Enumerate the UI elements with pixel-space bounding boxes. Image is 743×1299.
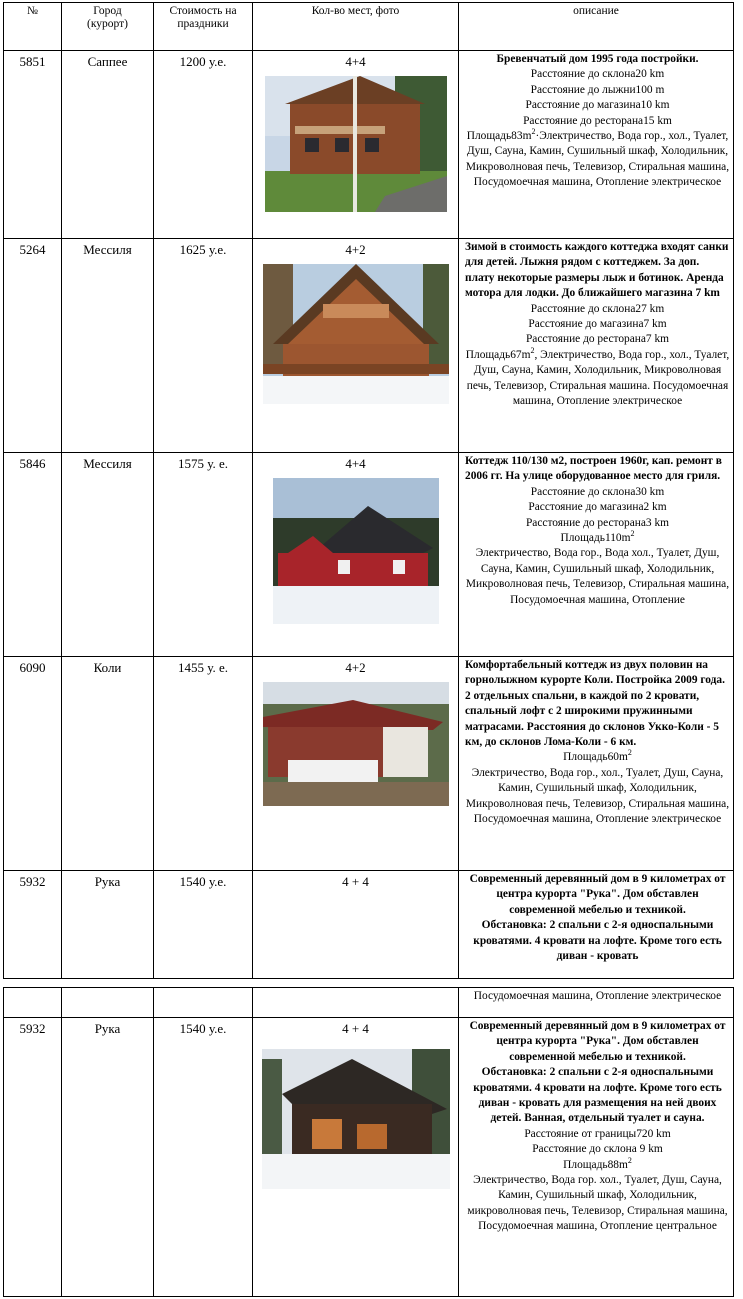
description-amenities: $Площадь67m^2$, Электричество, Вода гор., хол., Туалет, Душ, Сауна, Камин, Холодильник, Микроволновая печь, Телевизор, Стиральная машина. Посудомоечная машина, Отопление электрическое [465,346,730,408]
row-description [459,239,734,453]
row-city: Мессиля [62,239,154,453]
cottage-photo [273,478,439,624]
row-price: 1200 у.е. [154,51,253,239]
table-row [4,657,734,871]
continuation-text: Посудомоечная машина, Отопление электрическое [459,988,734,1018]
row-city: Коли [62,657,154,871]
row-places: 4+4 [345,456,366,471]
table-row [4,1018,734,1297]
description-area: $Площадь60m^2$ [563,748,632,764]
row-price: 1625 у.е. [154,239,253,453]
description-line: Расстояние до лыжни100 m [530,83,665,96]
row-number: 5264 [4,239,62,453]
description-line: Расстояние от границы720 km [524,1127,671,1140]
description-line: Расстояние до ресторана3 km [525,516,670,529]
row-description [459,657,734,871]
description-area: $Площадь88m^2$ [563,1155,632,1171]
row-city: Саппее [62,51,154,239]
empty-cell [62,988,154,1018]
header-description: описание [459,3,734,51]
description-bold: Современный деревянный дом в 9 километрах от центра курорта "Рука". Дом обставлен современной мебелью и техникой. [469,873,726,916]
row-places-photo [253,871,459,979]
cottage-photo [262,1049,450,1189]
row-description [459,51,734,239]
cottage-table-continued [3,987,734,1297]
row-places-photo [253,51,459,239]
description-line: Расстояние до магазина7 km [528,318,667,331]
header-places: Кол-во мест, фото [253,3,459,51]
row-places: 4 + 4 [342,874,369,889]
row-description [459,871,734,979]
row-places: 4+4 [345,54,366,69]
row-places-photo [253,239,459,453]
description-amenities: $Площадь83m^2\cdot Электричество$, Вода гор., хол., Туалет, Душ, Сауна, Камин, Сушильный шкаф, Холодильник, Микроволновая печь, Телевизор, Стиральная машина, Посудомоечная машина, Отопление электрическое [465,127,730,189]
empty-cell [154,988,253,1018]
cottage-photo [263,682,449,806]
description-amenities: Электричество, Вода гор., Вода хол., Туалет, Душ, Сауна, Камин, Сушильный шкаф, Холодильник, Микроволновая печь, Телевизор, Стиральная машина, Посудомоечная машина, Отопление [465,547,730,606]
description-bold: Комфортабельный коттедж из двух половин на горнолыжном курорте Коли. Постройка 2009 года. 2 отдельных спальни, в каждой по 2 кровати, спальный лофт с 2 широкими пружинными матрасами. Расстояния до склонов Укко-Коли - 5 км, до склонов Лома-Коли - 6 км. [465,659,725,749]
description-bold: Обстановка: 2 спальни с 2-я односпальными кроватями. 4 кровати на лофте. Кроме того есть диван - кровать для размещения на ней двоих детей. Ванная, отдельный туалет и сауна. [473,1066,722,1125]
row-price: 1540 у.е. [154,871,253,979]
row-number: 5932 [4,871,62,979]
row-places-photo [253,1018,459,1297]
row-city: Мессиля [62,453,154,657]
table-row [4,988,734,1018]
description-bold: Коттедж 110/130 м2, построен 1960г, кап. ремонт в 2006 гг. На улице оборудованное место для гриля. [465,455,722,483]
empty-cell [4,988,62,1018]
table-row [4,239,734,453]
row-places-photo [253,657,459,871]
header-price: Стоимость на праздники [154,3,253,51]
description-line: Расстояние до ресторана15 km [523,114,672,127]
row-price: 1575 у. е. [154,453,253,657]
description-line: Расстояние до склона20 km [530,68,665,81]
table-row [4,51,734,239]
row-city: Рука [62,1018,154,1297]
header-num: № [4,3,62,51]
description-line: Расстояние до склона30 km [530,485,665,498]
cottage-photo [265,76,447,212]
description-bold: Бревенчатый дом 1995 года постройки. [496,53,699,65]
row-city: Рука [62,871,154,979]
table-row [4,871,734,979]
row-description [459,1018,734,1297]
description-line: Расстояние до магазина2 km [528,501,667,514]
row-price: 1455 у. е. [154,657,253,871]
description-line: Расстояние до склона 9 km [532,1143,663,1156]
row-number: 5932 [4,1018,62,1297]
header-city: Город (курорт) [62,3,154,51]
row-description [459,453,734,657]
cottage-table [3,2,734,979]
table-header-row [4,3,734,51]
row-places-photo [253,453,459,657]
row-places: 4+2 [345,242,366,257]
description-area: $Площадь110m^2$ [560,529,635,545]
description-bold: Современный деревянный дом в 9 километрах от центра курорта "Рука". Дом обставлен современной мебелью и техникой. [469,1020,726,1063]
description-amenities: Электричество, Вода гор., хол., Туалет, Душ, Сауна, Камин, Сушильный шкаф, Холодильник, Микроволновая печь, Телевизор, Стиральная машина, Посудомоечная машина, Отопление электрическое [465,766,730,826]
empty-cell [253,988,459,1018]
description-line: Расстояние до склона27 km [530,302,665,315]
row-places: 4+2 [345,660,366,675]
row-places: 4 + 4 [342,1021,369,1036]
row-number: 5851 [4,51,62,239]
description-bold: Обстановка: 2 спальни с 2-я односпальными кроватями. 4 кровати на лофте. Кроме того есть диван - кровать [473,919,722,963]
description-amenities: Электричество, Вода гор. хол., Туалет, Душ, Сауна, Камин, Сушильный шкаф, Холодильник, микроволновая печь, Телевизор, Стиральная машина, Посудомоечная машина, Отопление центральное [467,1174,728,1233]
row-number: 6090 [4,657,62,871]
table-row [4,453,734,657]
description-bold: Зимой в стоимость каждого коттеджа входят санки для детей. Лыжня рядом с коттеджем. За доп. плату некоторые размеры лыж и ботинок. Аренда мотора для лодки. До ближайшего магазина 7 km [465,241,729,300]
description-line: Расстояние до магазина10 km [525,99,670,112]
description-line: Расстояние до ресторана7 km [525,333,670,346]
row-price: 1540 у.е. [154,1018,253,1297]
row-number: 5846 [4,453,62,657]
cottage-photo [263,264,449,404]
